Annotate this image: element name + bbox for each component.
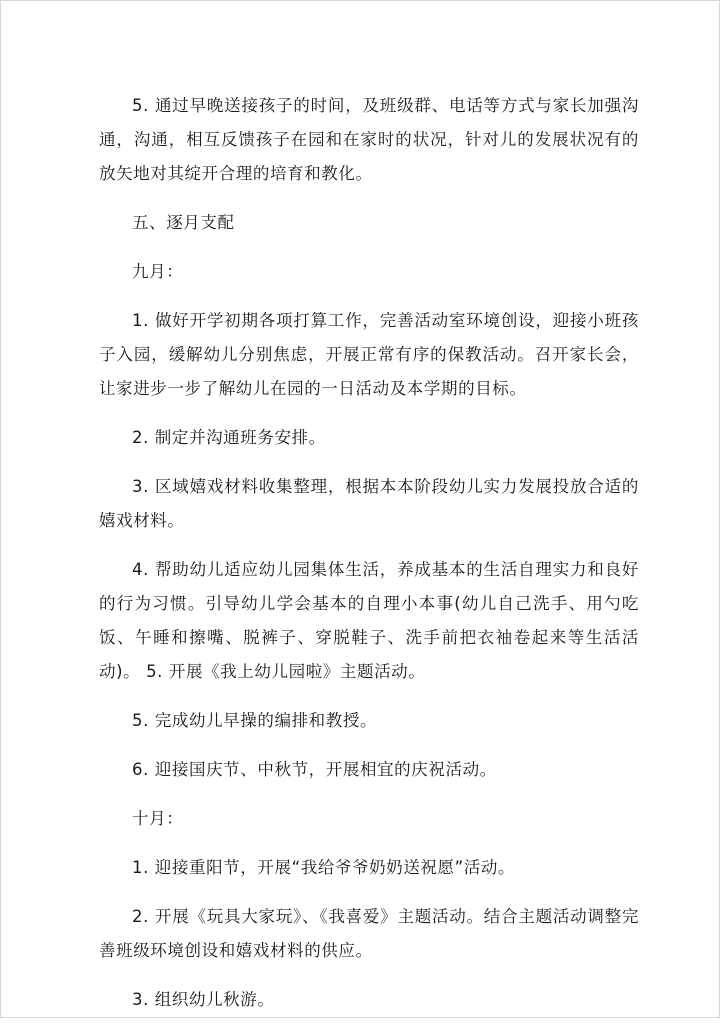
paragraph-sept-item-1: 1. 做好开学初期各项打算工作，完善活动室环境创设，迎接小班孩子入园，缓解幼儿分别焦虑，开展正常有序的保教活动。召开家长会，让家进步一步了解幼儿在园的一日活动及本学期的目标。 [99,311,639,398]
paragraph-sept-item-3: 3. 区域嬉戏材料收集整理，根据本本阶段幼儿实力发展投放合适的嬉戏材料。 [99,477,639,530]
paragraph-oct-item-3: 3. 组织幼儿秋游。 [132,990,275,1009]
paragraph-parent-communication: 5. 通过早晚送接孩子的时间，及班级群、电话等方式与家长加强沟通，沟通，相互反馈孩子在园和在家时的状况，针对儿的发展状况有的放矢地对其绽开合理的培育和教化。 [99,96,639,183]
paragraph-oct-item-1: 1. 迎接重阳节，开展“我给爷爷奶奶送祝愿”活动。 [132,858,516,877]
month-heading-october: 十月： [132,809,184,828]
section-heading-monthly-plan: 五、逐月支配 [132,213,235,232]
paragraph-sept-item-4: 4. 帮助幼儿适应幼儿园集体生活，养成基本的生活自理实力和良好的行为习惯。引导幼儿学会基本的自理小本事(幼儿自己洗手、用勺吃饭、午睡和擦嘴、脱裤子、穿脱鞋子、洗手前把衣袖卷起来等生活活动)。 5. 开展《我上幼儿园啦》主题活动。 [99,560,639,681]
paragraph-sept-item-5: 5. 完成幼儿早操的编排和教授。 [132,711,378,730]
paragraph-sept-item-6: 6. 迎接国庆节、中秋节，开展相宜的庆祝活动。 [132,760,497,779]
month-heading-september: 九月： [132,262,184,281]
document-body [99,89,639,1032]
paragraph-oct-item-2: 2. 开展《玩具大家玩》、《我喜爱》主题活动。结合主题活动调整完善班级环境创设和嬉戏材料的供应。 [99,907,639,960]
paragraph-sept-item-2: 2. 制定并沟通班务安排。 [132,428,326,447]
